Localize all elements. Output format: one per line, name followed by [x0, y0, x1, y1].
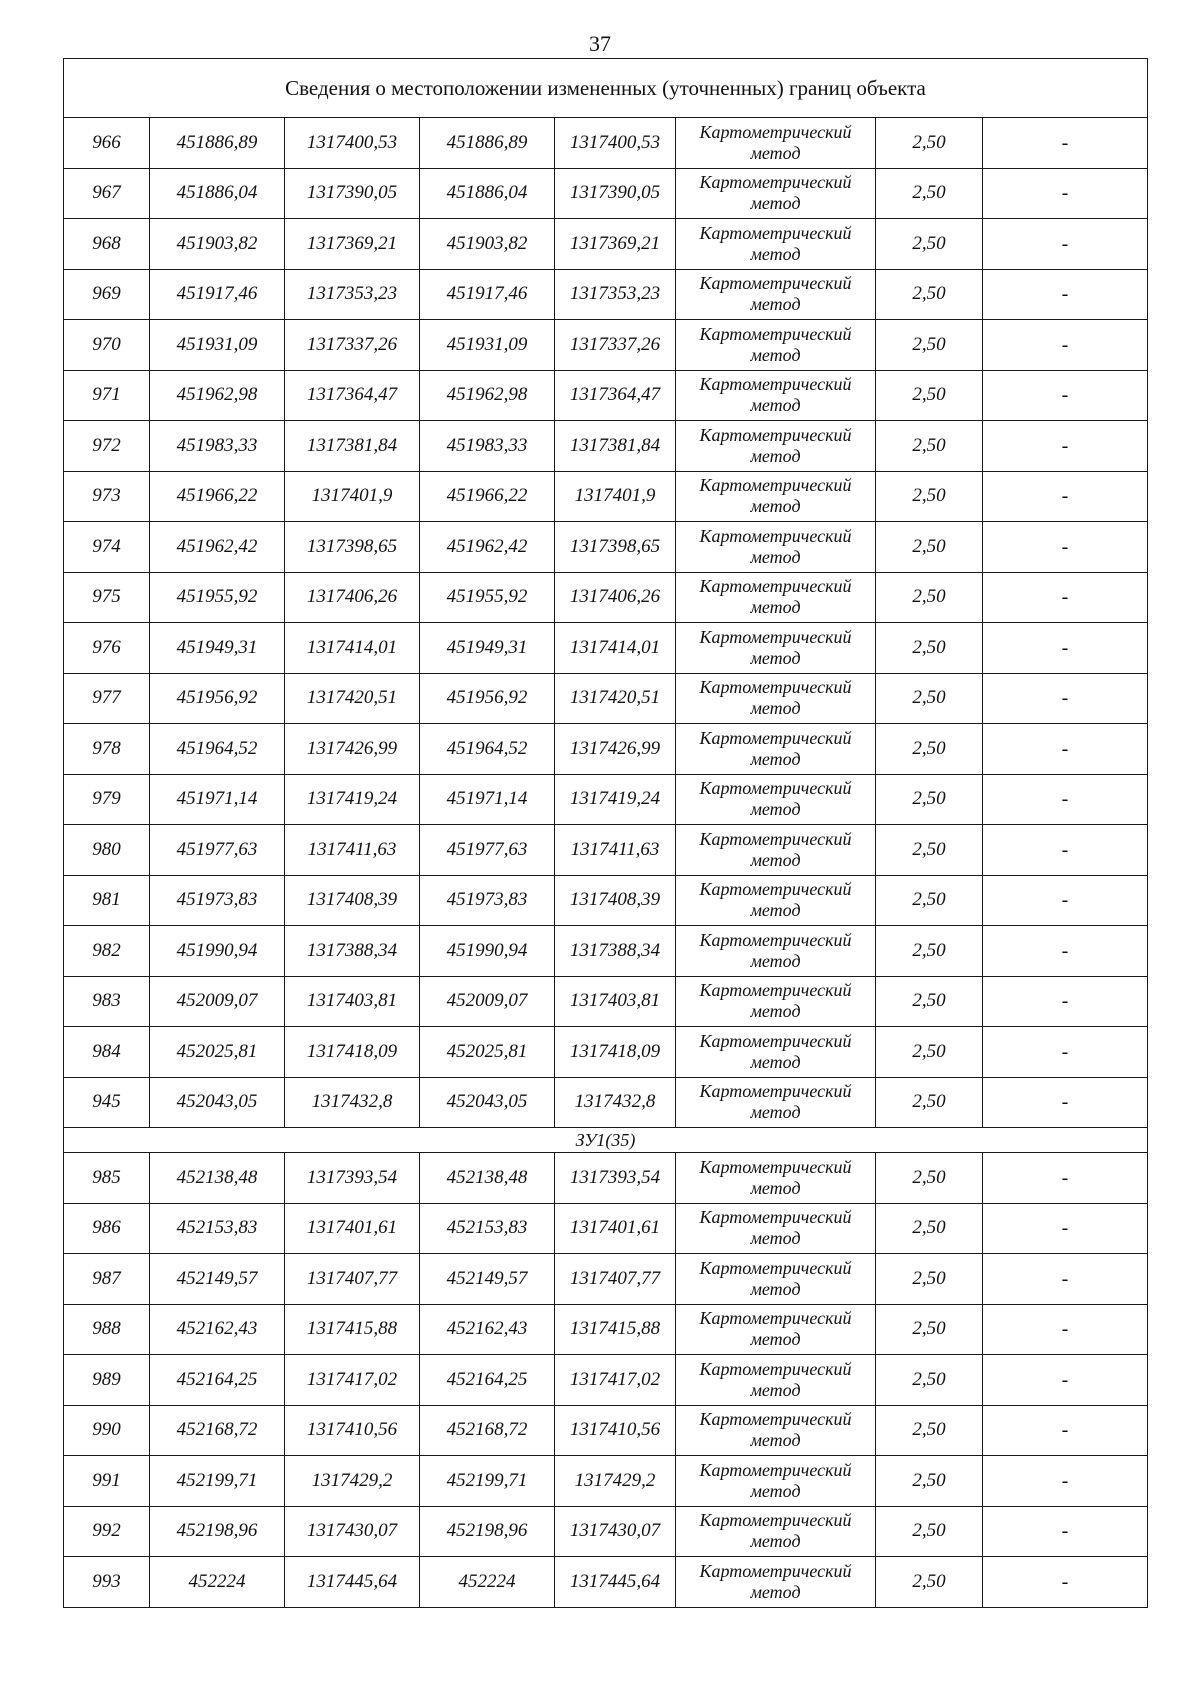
x-new-cell: 451962,42 — [420, 522, 555, 573]
accuracy-cell: 2,50 — [876, 1077, 983, 1128]
point-number-cell: 988 — [64, 1304, 150, 1355]
method-cell: Картометрический метод — [676, 269, 876, 320]
description-cell: - — [983, 875, 1148, 926]
table-row — [64, 724, 1148, 775]
y-new-cell: 1317418,09 — [555, 1027, 676, 1078]
x-new-cell: 451886,89 — [420, 118, 555, 169]
y-old-cell: 1317337,26 — [285, 320, 420, 371]
y-old-cell: 1317369,21 — [285, 219, 420, 270]
method-cell: Картометрический метод — [676, 168, 876, 219]
y-old-cell: 1317401,61 — [285, 1203, 420, 1254]
y-new-cell: 1317364,47 — [555, 370, 676, 421]
section-label-row — [64, 1128, 1148, 1153]
description-cell: - — [983, 1355, 1148, 1406]
description-cell: - — [983, 926, 1148, 977]
description-cell: - — [983, 673, 1148, 724]
x-old-cell: 452162,43 — [150, 1304, 285, 1355]
method-cell: Картометрический метод — [676, 623, 876, 674]
table-row — [64, 673, 1148, 724]
point-number-cell: 976 — [64, 623, 150, 674]
x-new-cell: 451955,92 — [420, 572, 555, 623]
y-old-cell: 1317400,53 — [285, 118, 420, 169]
table-row — [64, 926, 1148, 977]
point-number-cell: 969 — [64, 269, 150, 320]
y-new-cell: 1317414,01 — [555, 623, 676, 674]
table-row — [64, 1077, 1148, 1128]
x-new-cell: 451917,46 — [420, 269, 555, 320]
y-new-cell: 1317393,54 — [555, 1153, 676, 1204]
table-row — [64, 1456, 1148, 1507]
x-old-cell: 451977,63 — [150, 825, 285, 876]
method-cell: Картометрический метод — [676, 118, 876, 169]
point-number-cell: 978 — [64, 724, 150, 775]
table-row — [64, 623, 1148, 674]
accuracy-cell: 2,50 — [876, 219, 983, 270]
point-number-cell: 989 — [64, 1355, 150, 1406]
table-row — [64, 219, 1148, 270]
x-new-cell: 451956,92 — [420, 673, 555, 724]
x-old-cell: 452138,48 — [150, 1153, 285, 1204]
y-old-cell: 1317381,84 — [285, 421, 420, 472]
point-number-cell: 975 — [64, 572, 150, 623]
method-cell: Картометрический метод — [676, 370, 876, 421]
method-cell: Картометрический метод — [676, 724, 876, 775]
x-old-cell: 451956,92 — [150, 673, 285, 724]
description-cell: - — [983, 1153, 1148, 1204]
table-row — [64, 1254, 1148, 1305]
y-old-cell: 1317406,26 — [285, 572, 420, 623]
x-old-cell: 451990,94 — [150, 926, 285, 977]
point-number-cell: 945 — [64, 1077, 150, 1128]
accuracy-cell: 2,50 — [876, 774, 983, 825]
table-row — [64, 168, 1148, 219]
description-cell: - — [983, 471, 1148, 522]
x-new-cell: 451966,22 — [420, 471, 555, 522]
x-new-cell: 451886,04 — [420, 168, 555, 219]
y-new-cell: 1317353,23 — [555, 269, 676, 320]
description-cell: - — [983, 623, 1148, 674]
x-old-cell: 451983,33 — [150, 421, 285, 472]
point-number-cell: 972 — [64, 421, 150, 472]
accuracy-cell: 2,50 — [876, 168, 983, 219]
description-cell: - — [983, 1077, 1148, 1128]
x-old-cell: 452164,25 — [150, 1355, 285, 1406]
accuracy-cell: 2,50 — [876, 1506, 983, 1557]
accuracy-cell: 2,50 — [876, 926, 983, 977]
table-row — [64, 875, 1148, 926]
table-row — [64, 1203, 1148, 1254]
accuracy-cell: 2,50 — [876, 724, 983, 775]
point-number-cell: 983 — [64, 976, 150, 1027]
table-row — [64, 1405, 1148, 1456]
accuracy-cell: 2,50 — [876, 370, 983, 421]
x-new-cell: 452009,07 — [420, 976, 555, 1027]
accuracy-cell: 2,50 — [876, 572, 983, 623]
x-old-cell: 452009,07 — [150, 976, 285, 1027]
description-cell: - — [983, 421, 1148, 472]
table-row — [64, 572, 1148, 623]
y-new-cell: 1317403,81 — [555, 976, 676, 1027]
accuracy-cell: 2,50 — [876, 1027, 983, 1078]
y-new-cell: 1317337,26 — [555, 320, 676, 371]
x-old-cell: 451949,31 — [150, 623, 285, 674]
description-cell: - — [983, 168, 1148, 219]
description-cell: - — [983, 320, 1148, 371]
y-new-cell: 1317432,8 — [555, 1077, 676, 1128]
y-old-cell: 1317393,54 — [285, 1153, 420, 1204]
point-number-cell: 990 — [64, 1405, 150, 1456]
table-row — [64, 1153, 1148, 1204]
accuracy-cell: 2,50 — [876, 1557, 983, 1608]
y-old-cell: 1317417,02 — [285, 1355, 420, 1406]
table-row — [64, 320, 1148, 371]
x-old-cell: 451971,14 — [150, 774, 285, 825]
x-old-cell: 451955,92 — [150, 572, 285, 623]
table-row — [64, 118, 1148, 169]
table-row — [64, 976, 1148, 1027]
y-old-cell: 1317418,09 — [285, 1027, 420, 1078]
x-new-cell: 451977,63 — [420, 825, 555, 876]
y-new-cell: 1317401,61 — [555, 1203, 676, 1254]
description-cell: - — [983, 269, 1148, 320]
x-new-cell: 451990,94 — [420, 926, 555, 977]
point-number-cell: 971 — [64, 370, 150, 421]
y-new-cell: 1317429,2 — [555, 1456, 676, 1507]
x-old-cell: 452025,81 — [150, 1027, 285, 1078]
y-old-cell: 1317426,99 — [285, 724, 420, 775]
description-cell: - — [983, 1304, 1148, 1355]
y-new-cell: 1317388,34 — [555, 926, 676, 977]
table-row — [64, 269, 1148, 320]
table-row — [64, 774, 1148, 825]
method-cell: Картометрический метод — [676, 1557, 876, 1608]
accuracy-cell: 2,50 — [876, 1405, 983, 1456]
method-cell: Картометрический метод — [676, 1153, 876, 1204]
accuracy-cell: 2,50 — [876, 1355, 983, 1406]
method-cell: Картометрический метод — [676, 522, 876, 573]
method-cell: Картометрический метод — [676, 1254, 876, 1305]
description-cell: - — [983, 976, 1148, 1027]
x-old-cell: 451964,52 — [150, 724, 285, 775]
description-cell: - — [983, 1254, 1148, 1305]
method-cell: Картометрический метод — [676, 1203, 876, 1254]
point-number-cell: 979 — [64, 774, 150, 825]
table-title: Сведения о местоположении измененных (уточненных) границ объекта — [64, 59, 1148, 118]
y-old-cell: 1317411,63 — [285, 825, 420, 876]
point-number-cell: 992 — [64, 1506, 150, 1557]
x-old-cell: 452043,05 — [150, 1077, 285, 1128]
x-new-cell: 452224 — [420, 1557, 555, 1608]
method-cell: Картометрический метод — [676, 421, 876, 472]
method-cell: Картометрический метод — [676, 471, 876, 522]
point-number-cell: 970 — [64, 320, 150, 371]
point-number-cell: 966 — [64, 118, 150, 169]
y-new-cell: 1317410,56 — [555, 1405, 676, 1456]
y-old-cell: 1317432,8 — [285, 1077, 420, 1128]
x-new-cell: 452043,05 — [420, 1077, 555, 1128]
x-old-cell: 452198,96 — [150, 1506, 285, 1557]
x-new-cell: 451983,33 — [420, 421, 555, 472]
method-cell: Картометрический метод — [676, 1355, 876, 1406]
x-old-cell: 451917,46 — [150, 269, 285, 320]
method-cell: Картометрический метод — [676, 825, 876, 876]
point-number-cell: 984 — [64, 1027, 150, 1078]
point-number-cell: 974 — [64, 522, 150, 573]
accuracy-cell: 2,50 — [876, 673, 983, 724]
description-cell: - — [983, 522, 1148, 573]
y-old-cell: 1317403,81 — [285, 976, 420, 1027]
description-cell: - — [983, 1506, 1148, 1557]
x-new-cell: 452198,96 — [420, 1506, 555, 1557]
section-label: ЗУ1(35) — [64, 1128, 1148, 1153]
table-row — [64, 1355, 1148, 1406]
accuracy-cell: 2,50 — [876, 976, 983, 1027]
y-new-cell: 1317401,9 — [555, 471, 676, 522]
description-cell: - — [983, 572, 1148, 623]
accuracy-cell: 2,50 — [876, 522, 983, 573]
x-old-cell: 452149,57 — [150, 1254, 285, 1305]
y-new-cell: 1317400,53 — [555, 118, 676, 169]
point-number-cell: 993 — [64, 1557, 150, 1608]
x-new-cell: 451903,82 — [420, 219, 555, 270]
table-row — [64, 1506, 1148, 1557]
table-title-row — [64, 59, 1148, 118]
y-new-cell: 1317390,05 — [555, 168, 676, 219]
boundary-coordinates-table — [63, 58, 1148, 1608]
y-new-cell: 1317411,63 — [555, 825, 676, 876]
x-old-cell: 452224 — [150, 1557, 285, 1608]
y-old-cell: 1317414,01 — [285, 623, 420, 674]
x-old-cell: 452199,71 — [150, 1456, 285, 1507]
x-old-cell: 451962,42 — [150, 522, 285, 573]
x-new-cell: 451949,31 — [420, 623, 555, 674]
description-cell: - — [983, 1027, 1148, 1078]
point-number-cell: 973 — [64, 471, 150, 522]
x-old-cell: 451903,82 — [150, 219, 285, 270]
y-new-cell: 1317408,39 — [555, 875, 676, 926]
method-cell: Картометрический метод — [676, 1506, 876, 1557]
x-new-cell: 452162,43 — [420, 1304, 555, 1355]
y-new-cell: 1317398,65 — [555, 522, 676, 573]
method-cell: Картометрический метод — [676, 926, 876, 977]
table-row — [64, 370, 1148, 421]
table-row — [64, 1027, 1148, 1078]
description-cell: - — [983, 825, 1148, 876]
table-row — [64, 421, 1148, 472]
y-old-cell: 1317420,51 — [285, 673, 420, 724]
y-new-cell: 1317415,88 — [555, 1304, 676, 1355]
accuracy-cell: 2,50 — [876, 623, 983, 674]
accuracy-cell: 2,50 — [876, 1153, 983, 1204]
y-old-cell: 1317407,77 — [285, 1254, 420, 1305]
accuracy-cell: 2,50 — [876, 471, 983, 522]
y-old-cell: 1317419,24 — [285, 774, 420, 825]
description-cell: - — [983, 1456, 1148, 1507]
description-cell: - — [983, 1203, 1148, 1254]
point-number-cell: 987 — [64, 1254, 150, 1305]
point-number-cell: 986 — [64, 1203, 150, 1254]
y-new-cell: 1317419,24 — [555, 774, 676, 825]
x-new-cell: 452025,81 — [420, 1027, 555, 1078]
accuracy-cell: 2,50 — [876, 1254, 983, 1305]
x-new-cell: 452153,83 — [420, 1203, 555, 1254]
x-new-cell: 451973,83 — [420, 875, 555, 926]
y-old-cell: 1317410,56 — [285, 1405, 420, 1456]
accuracy-cell: 2,50 — [876, 1304, 983, 1355]
y-old-cell: 1317415,88 — [285, 1304, 420, 1355]
point-number-cell: 977 — [64, 673, 150, 724]
point-number-cell: 967 — [64, 168, 150, 219]
y-new-cell: 1317417,02 — [555, 1355, 676, 1406]
point-number-cell: 982 — [64, 926, 150, 977]
accuracy-cell: 2,50 — [876, 1456, 983, 1507]
point-number-cell: 991 — [64, 1456, 150, 1507]
method-cell: Картометрический метод — [676, 673, 876, 724]
y-old-cell: 1317353,23 — [285, 269, 420, 320]
y-old-cell: 1317408,39 — [285, 875, 420, 926]
method-cell: Картометрический метод — [676, 320, 876, 371]
point-number-cell: 968 — [64, 219, 150, 270]
x-new-cell: 452149,57 — [420, 1254, 555, 1305]
accuracy-cell: 2,50 — [876, 320, 983, 371]
x-new-cell: 451964,52 — [420, 724, 555, 775]
x-new-cell: 452138,48 — [420, 1153, 555, 1204]
description-cell: - — [983, 1405, 1148, 1456]
x-new-cell: 452168,72 — [420, 1405, 555, 1456]
y-new-cell: 1317406,26 — [555, 572, 676, 623]
y-old-cell: 1317390,05 — [285, 168, 420, 219]
accuracy-cell: 2,50 — [876, 825, 983, 876]
x-old-cell: 452168,72 — [150, 1405, 285, 1456]
description-cell: - — [983, 370, 1148, 421]
y-old-cell: 1317429,2 — [285, 1456, 420, 1507]
accuracy-cell: 2,50 — [876, 1203, 983, 1254]
point-number-cell: 985 — [64, 1153, 150, 1204]
method-cell: Картометрический метод — [676, 572, 876, 623]
description-cell: - — [983, 774, 1148, 825]
y-old-cell: 1317388,34 — [285, 926, 420, 977]
x-old-cell: 451886,04 — [150, 168, 285, 219]
x-new-cell: 452164,25 — [420, 1355, 555, 1406]
description-cell: - — [983, 219, 1148, 270]
method-cell: Картометрический метод — [676, 1405, 876, 1456]
table-row — [64, 1557, 1148, 1608]
table-row — [64, 522, 1148, 573]
y-old-cell: 1317445,64 — [285, 1557, 420, 1608]
y-old-cell: 1317430,07 — [285, 1506, 420, 1557]
accuracy-cell: 2,50 — [876, 875, 983, 926]
point-number-cell: 981 — [64, 875, 150, 926]
x-new-cell: 452199,71 — [420, 1456, 555, 1507]
x-old-cell: 451931,09 — [150, 320, 285, 371]
method-cell: Картометрический метод — [676, 219, 876, 270]
y-new-cell: 1317407,77 — [555, 1254, 676, 1305]
x-old-cell: 451962,98 — [150, 370, 285, 421]
y-new-cell: 1317420,51 — [555, 673, 676, 724]
x-old-cell: 451973,83 — [150, 875, 285, 926]
accuracy-cell: 2,50 — [876, 421, 983, 472]
description-cell: - — [983, 118, 1148, 169]
y-old-cell: 1317401,9 — [285, 471, 420, 522]
table-row — [64, 471, 1148, 522]
y-old-cell: 1317364,47 — [285, 370, 420, 421]
y-new-cell: 1317430,07 — [555, 1506, 676, 1557]
method-cell: Картометрический метод — [676, 1027, 876, 1078]
method-cell: Картометрический метод — [676, 1077, 876, 1128]
accuracy-cell: 2,50 — [876, 269, 983, 320]
method-cell: Картометрический метод — [676, 875, 876, 926]
description-cell: - — [983, 724, 1148, 775]
x-new-cell: 451931,09 — [420, 320, 555, 371]
y-old-cell: 1317398,65 — [285, 522, 420, 573]
x-old-cell: 451966,22 — [150, 471, 285, 522]
method-cell: Картометрический метод — [676, 1456, 876, 1507]
y-new-cell: 1317369,21 — [555, 219, 676, 270]
page-number: 37 — [589, 31, 611, 56]
accuracy-cell: 2,50 — [876, 118, 983, 169]
x-old-cell: 451886,89 — [150, 118, 285, 169]
y-new-cell: 1317426,99 — [555, 724, 676, 775]
x-new-cell: 451971,14 — [420, 774, 555, 825]
description-cell: - — [983, 1557, 1148, 1608]
table-row — [64, 825, 1148, 876]
method-cell: Картометрический метод — [676, 976, 876, 1027]
point-number-cell: 980 — [64, 825, 150, 876]
x-old-cell: 452153,83 — [150, 1203, 285, 1254]
method-cell: Картометрический метод — [676, 1304, 876, 1355]
table-row — [64, 1304, 1148, 1355]
x-new-cell: 451962,98 — [420, 370, 555, 421]
method-cell: Картометрический метод — [676, 774, 876, 825]
y-new-cell: 1317381,84 — [555, 421, 676, 472]
y-new-cell: 1317445,64 — [555, 1557, 676, 1608]
